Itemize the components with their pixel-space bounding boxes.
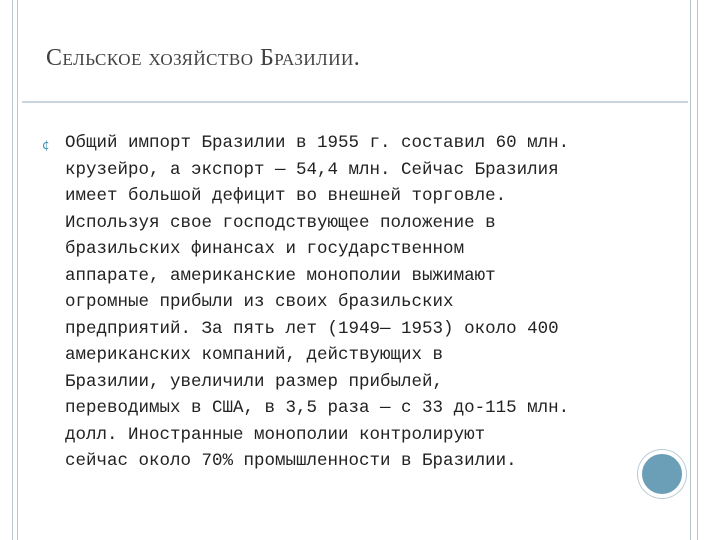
bullet-line: переводимых в США, в 3,5 раза — с 33 до-115 млн. xyxy=(65,398,570,418)
right-frame-border xyxy=(690,0,698,540)
bullet-line: Бразилии, увеличили размер прибылей, xyxy=(65,371,444,392)
title-divider xyxy=(22,101,688,103)
bullet-line: бразильских финансах и государственном xyxy=(65,239,465,259)
bullet-line: Общий импорт Бразилии в 1955 г. составил 60 млн. xyxy=(65,133,570,153)
left-frame-border xyxy=(12,0,18,540)
bullet-line: предприятий. За пять лет (1949— 1953) около 400 xyxy=(65,318,559,339)
bullet-paragraph xyxy=(65,130,645,475)
bullet-marker-icon: ¢ xyxy=(42,138,50,152)
bullet-line: Используя свое господствующее положение в xyxy=(65,212,496,233)
slide-title: Сельское хозяйство Бразилии. xyxy=(46,45,361,71)
bullet-line: долл. Иностранные монополии контролируют xyxy=(65,424,486,445)
bullet-line: крузейро, а экспорт — 54,4 млн. Сейчас Бразилия xyxy=(65,159,559,180)
bullet-line: сейчас около 70% промышленности в Бразилии. xyxy=(65,451,517,471)
bullet-line: огромные прибыли из своих бразильских xyxy=(65,292,454,312)
decorative-circle xyxy=(638,450,686,498)
bullet-line: имеет большой дефицит во внешней торговле. xyxy=(65,186,507,206)
bullet-line: американских компаний, действующих в xyxy=(65,345,444,365)
bullet-line: аппарате, американские монополии выжимают xyxy=(65,265,496,286)
